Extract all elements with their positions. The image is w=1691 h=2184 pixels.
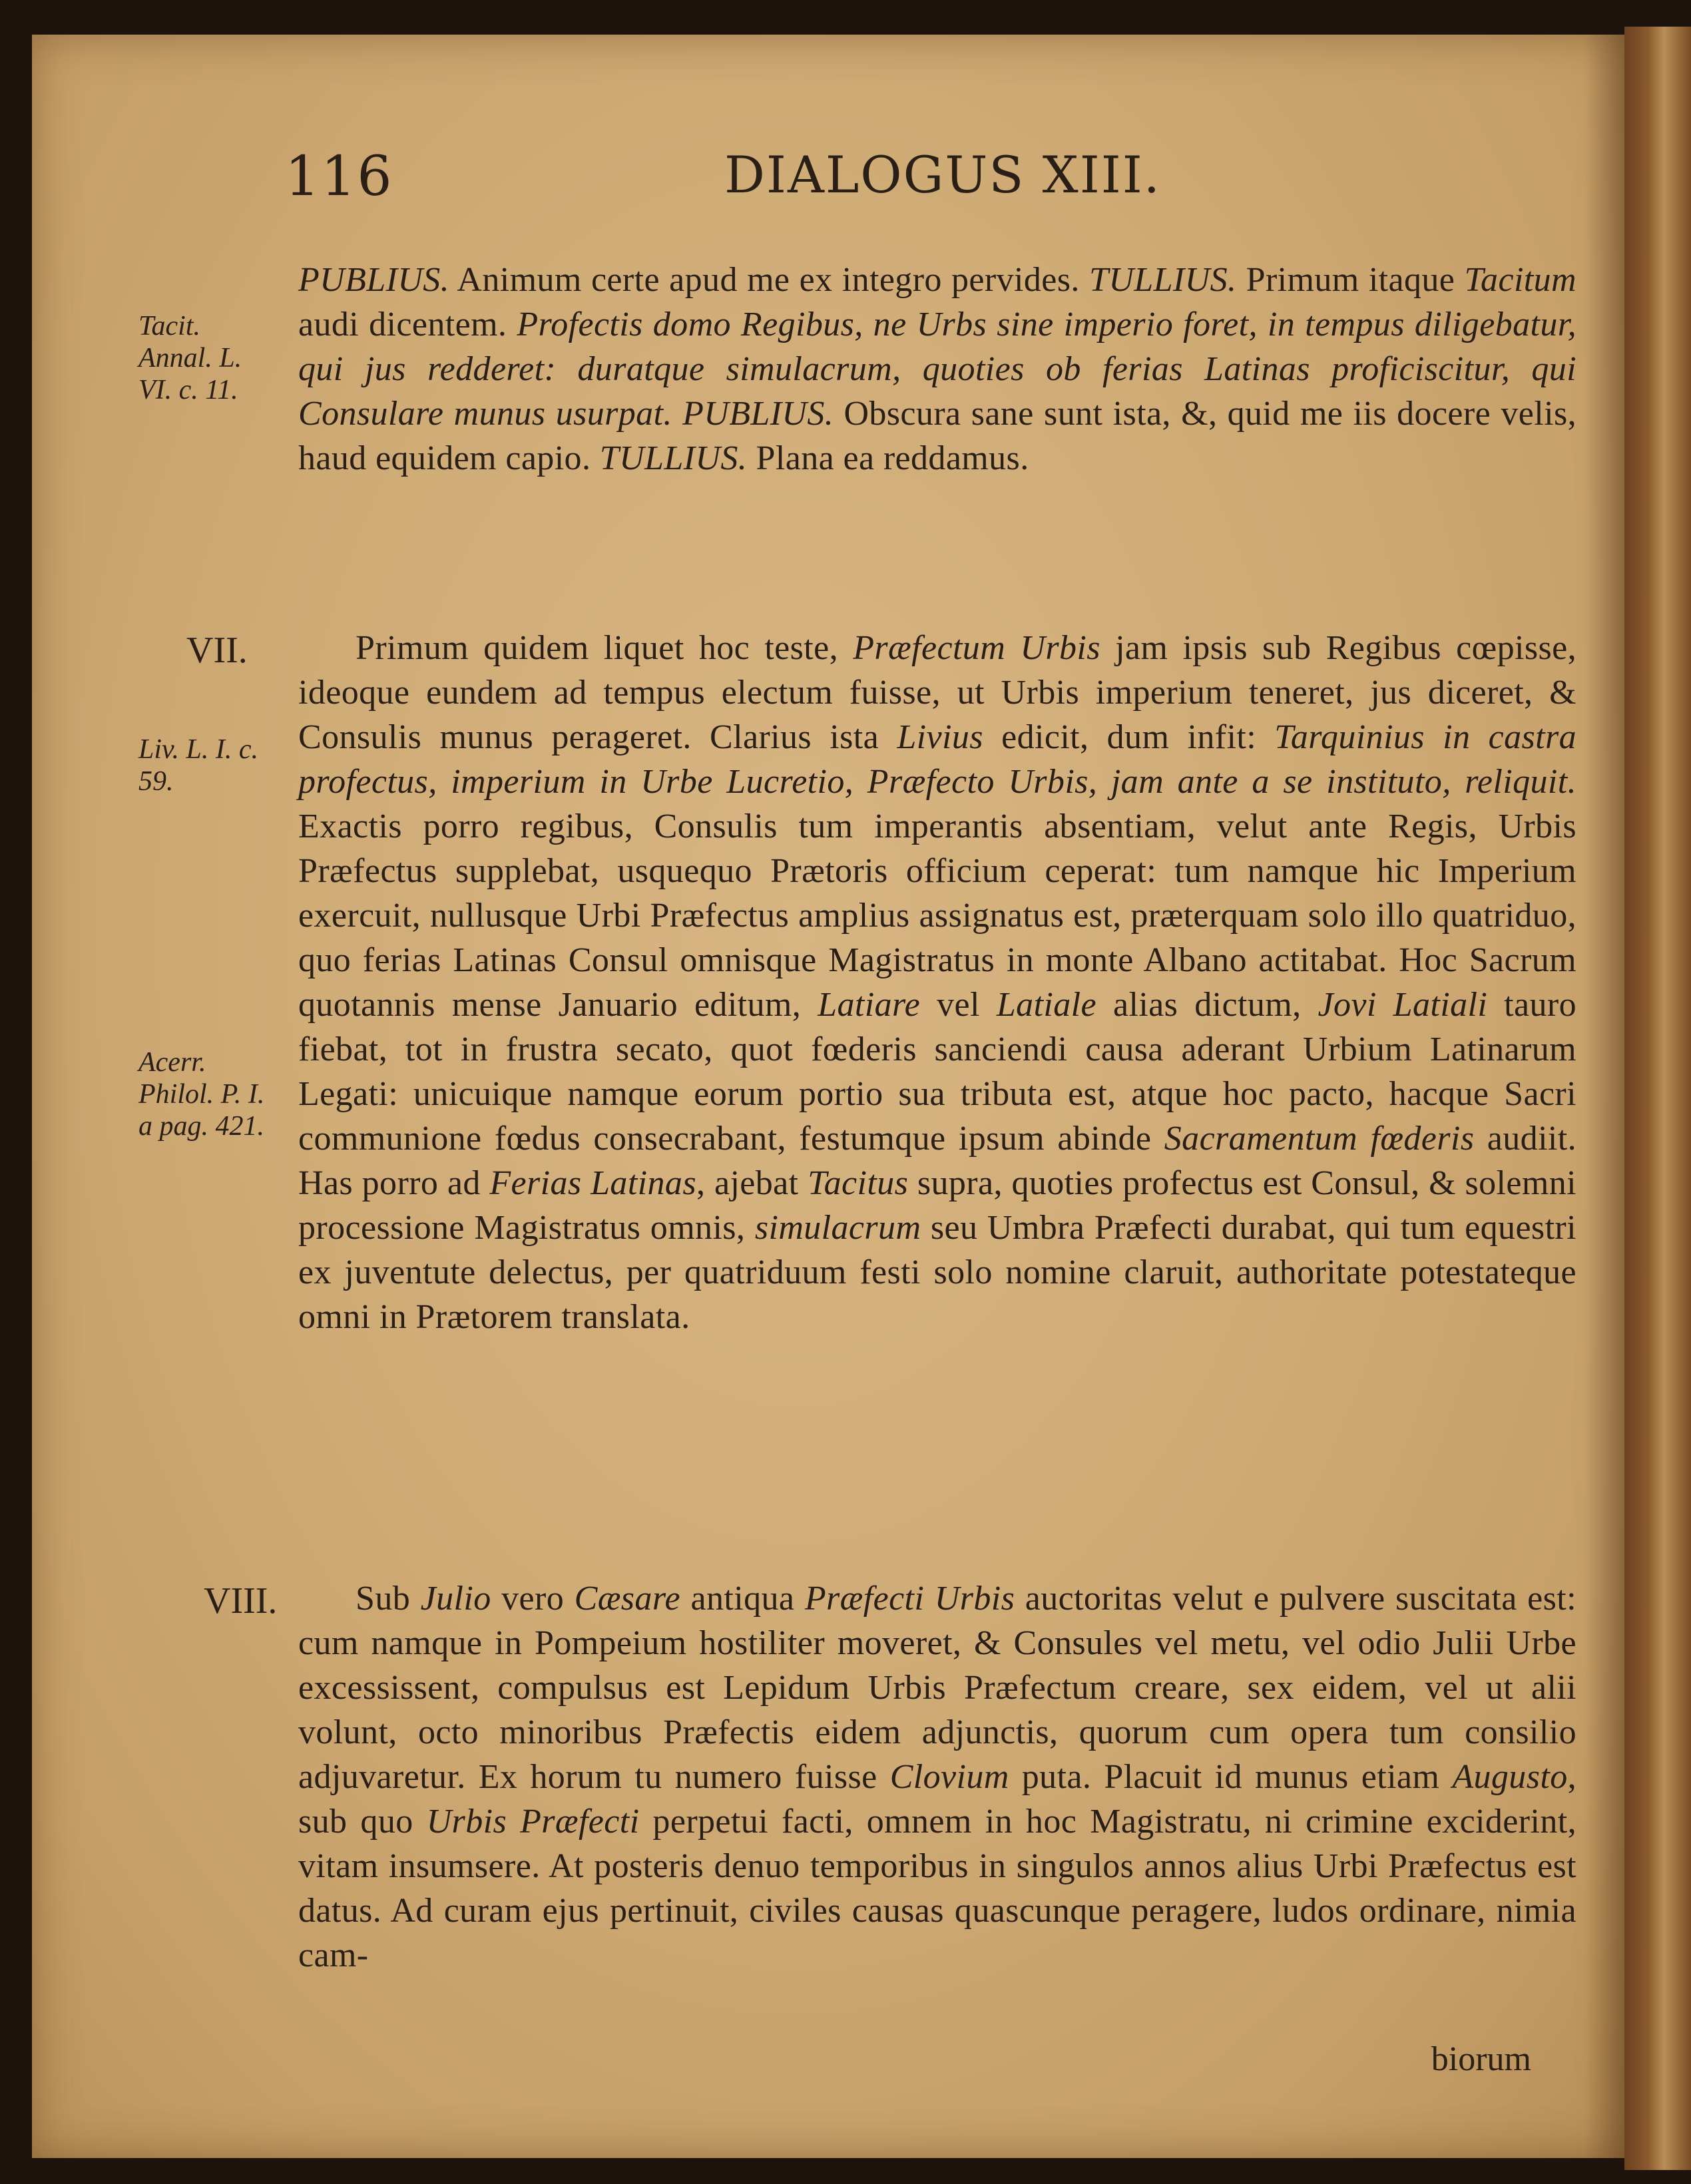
text-run: supra, quoties profectus est Consul, & solemni processione Magistratus omnis, (298, 1164, 1576, 1247)
italic-text-run: Latiale (996, 986, 1097, 1024)
text-run: Primum itaque (1236, 261, 1465, 299)
text-run: alias dictum, (1096, 986, 1318, 1024)
catchword: biorum (1431, 2040, 1531, 2078)
text-run: vel (920, 986, 997, 1024)
text-run: Primum quidem liquet hoc teste, (356, 629, 853, 667)
italic-text-run: Urbis Præfecti (426, 1803, 640, 1841)
text-run: seu Umbra Præfecti durabat, qui tum equestri ex juventute delectus, per quatriduum festi solo nomine claruit, authoritate potestateque omni in Prætorem translata. (298, 1209, 1576, 1336)
section-paragraph-viii (298, 1576, 1576, 1978)
text-run: Animum certe apud me ex integro pervides. (449, 261, 1090, 299)
text-run: Exactis porro regibus, Consulis tum imperantis absentiam, velut ante Regis, Urbis Præfectus supplebat, usquequo Prætoris officium ceperat: tum namque hic Imperium exercuit, nullusque Urbi Præfectus amplius assignatus est, præterquam solo illo quatriduo, quo ferias Latinas Consul omnisque Magistratus in monte Albano actitabat. Hoc Sacrum quotannis mense Januario editum, (298, 807, 1576, 1024)
italic-text-run: TULLIUS. (1089, 261, 1237, 299)
italic-text-run: Latiare (818, 986, 921, 1024)
italic-text-run: Clovium (889, 1758, 1009, 1796)
page-number: 116 (285, 145, 393, 208)
italic-text-run: Tarquinius in castra profectus, imperium in Urbe Lucretio, Præfecto Urbis, jam ante a se instituto, reliquit. (298, 718, 1576, 801)
text-run: , sub quo (298, 1758, 1576, 1841)
italic-text-run: PUBLIUS. (682, 395, 834, 433)
text-run: vero (491, 1580, 575, 1618)
page-gutter-shadow (1584, 35, 1624, 2158)
italic-text-run: Augusto (1452, 1758, 1568, 1796)
italic-text-run: Præfectum Urbis (853, 629, 1100, 667)
text-run: audi dicentem. (298, 306, 517, 343)
italic-text-run: simulacrum (754, 1209, 921, 1247)
text-run: , ajebat (696, 1164, 808, 1202)
margin-note-livius: Liv. L. I. c. 59. (138, 734, 259, 797)
italic-text-run: Sacramentum fœderis (1164, 1120, 1475, 1158)
text-run: puta. Placuit id munus etiam (1009, 1758, 1453, 1796)
page-header (32, 145, 1624, 218)
dialogue-paragraph-intro (298, 258, 1576, 481)
text-run: antiqua (680, 1580, 805, 1618)
italic-text-run: Jovi Latiali (1318, 986, 1488, 1024)
book-page (32, 35, 1624, 2158)
italic-text-run: Tacitus (808, 1164, 909, 1202)
margin-note-tacitus: Tacit. Annal. L. VI. c. 11. (138, 311, 242, 405)
italic-text-run: Ferias Latinas (489, 1164, 696, 1202)
text-run: audiit. Has porro ad (298, 1120, 1577, 1202)
italic-text-run: Profectis domo Regibus, ne Urbs sine imperio foret, in tempus diligebatur, qui jus redderet: duratque simulacrum, quoties ob ferias Latinas proficiscitur, qui Consulare munus usurpat. (298, 306, 1576, 433)
text-run (672, 395, 682, 433)
italic-text-run: Cæsare (574, 1580, 680, 1618)
section-number-vii: VII. (186, 630, 248, 671)
text-run: edicit, dum infit: (983, 718, 1275, 756)
text-run: perpetui facti, omnem in hoc Magistratu, ni crimine exciderint, vitam insumsere. At posteris denuo temporibus in singulos annos alius Urbi Præfectus est datus. Ad curam ejus pertinuit, civiles causas quascunque peragere, ludos ordinare, nimia cam- (298, 1803, 1576, 1974)
italic-text-run: Tacitum (1464, 261, 1576, 299)
italic-text-run: Livius (897, 718, 983, 756)
italic-text-run: Julio (420, 1580, 491, 1618)
book-edge (1624, 27, 1691, 2170)
text-run: tauro fiebat, tot in frustra secato, quot fœderis sanciendi causa aderant Urbium Latinarum Legati: unicuique namque eorum portio sua tributa est, atque hoc pacto, hacque Sacri communione fœdus consecrabant, festumque ipsum abinde (298, 986, 1576, 1158)
text-run: jam ipsis sub Regibus cœpisse, ideoque eundem ad tempus electum fuisse, ut Urbis imperium teneret, jus diceret, & Consulis munus perageret. Clarius ista (298, 629, 1576, 756)
margin-note-acerra: Acerr. Philol. P. I. a pag. 421. (138, 1047, 265, 1142)
section-number-viii: VIII. (204, 1580, 278, 1622)
text-run: Sub (356, 1580, 421, 1618)
text-run: auctoritas velut e pulvere suscitata est: cum namque in Pompeium hostiliter moveret, & Consules vel metu, vel odio Julii Urbe excessissent, compulsus est Lepidum Urbis Præfectum creare, sex eidem, vel ut alii volunt, octo minoribus Præfectis eidem adjunctis, quorum cum opera tum consilio adjuvaretur. Ex horum tu numero fuisse (298, 1580, 1576, 1796)
running-title: DIALOGUS XIII. (724, 145, 1161, 204)
text-run: Obscura sane sunt ista, &, quid me iis docere velis, haud equidem capio. (298, 395, 1576, 477)
italic-text-run: PUBLIUS. (298, 261, 450, 299)
text-run: Plana ea reddamus. (747, 439, 1029, 477)
italic-text-run: Præfecti Urbis (804, 1580, 1015, 1618)
top-background-strip (0, 0, 1691, 27)
italic-text-run: TULLIUS. (599, 439, 748, 477)
section-paragraph-vii (298, 626, 1576, 1339)
